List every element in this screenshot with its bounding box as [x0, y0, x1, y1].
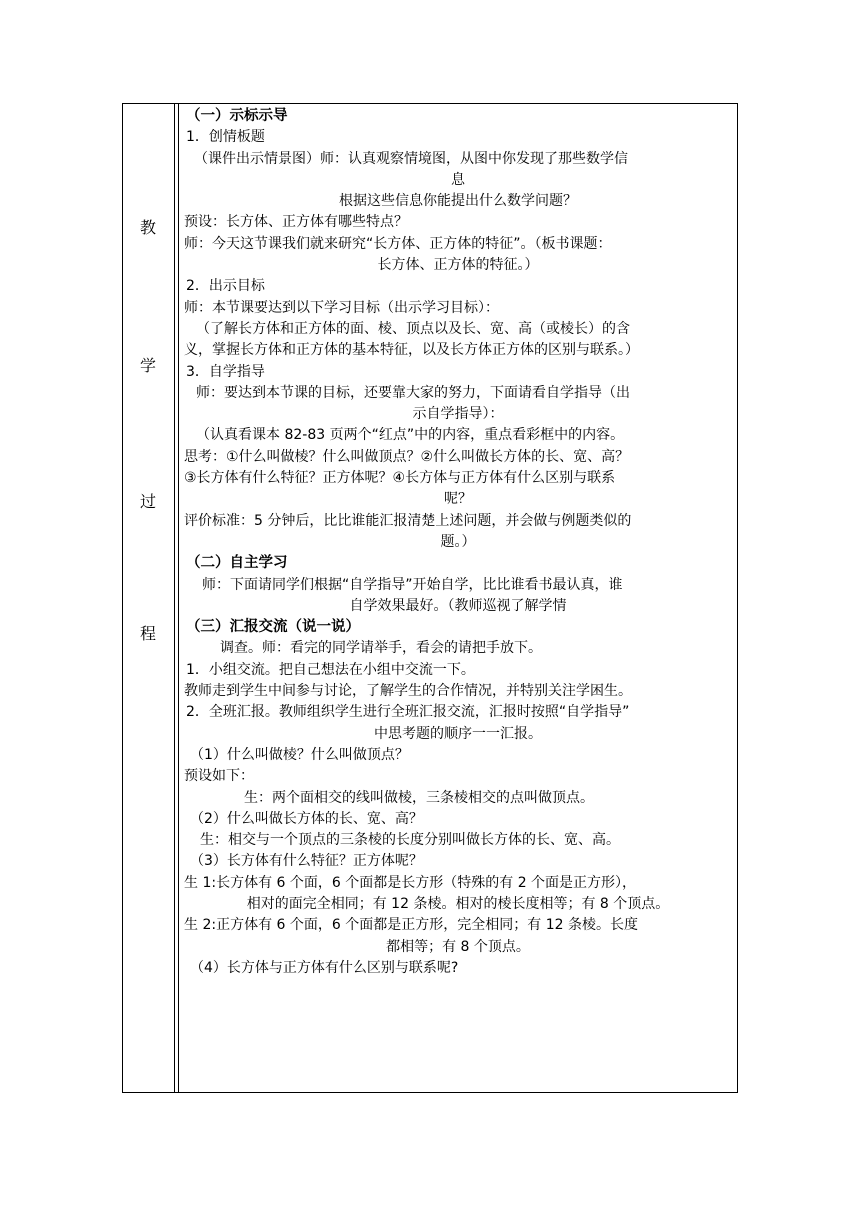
text-line: 师：今天这节课我们就来研究“长方体、正方体的特征”。（板书课题： [184, 235, 612, 252]
text-line: 师：要达到本节课的目标，还要靠大家的努力，下面请看自学指导（出 [196, 384, 630, 401]
text-line: 呢？ [444, 491, 472, 508]
text-line: （了解长方体和正方体的面、棱、顶点以及长、宽、高（或棱长）的含 [196, 320, 630, 337]
question-line: （1）什么叫做棱？什么叫做顶点？ [190, 746, 409, 763]
section-heading: （二）自主学习 [186, 555, 288, 572]
question-line: （2）什么叫做长方体的长、宽、高？ [190, 810, 423, 827]
text-line: 1．小组交流。把自己想法在小组中交流一下。 [186, 661, 475, 678]
text-line: 评价标准：5 分钟后，比比谁能汇报清楚上述问题，并会做与例题类似的 [184, 512, 632, 529]
subheading: 3．自学指导 [186, 363, 265, 380]
column-divider-inner [178, 103, 179, 1093]
text-line: 题。） [440, 533, 476, 550]
text-line: 教师走到学生中间参与讨论，了解学生的合作情况，并特别关注学困生。 [184, 683, 632, 700]
question-line: （4）长方体与正方体有什么区别与联系呢? [190, 959, 459, 976]
text-line: （认真看课本 82-83 页两个“红点”中的内容，重点看彩框中的内容。 [196, 427, 625, 444]
side-label-guo: 过 [139, 492, 156, 511]
section-heading: （一）示标示导 [186, 108, 288, 124]
column-divider [174, 103, 175, 1093]
subheading: 2．出示目标 [186, 278, 265, 295]
text-line: 思考：①什么叫做棱？什么叫做顶点？②什么叫做长方体的长、宽、高？ [184, 448, 630, 465]
section-heading: （三）汇报交流（说一说） [186, 619, 360, 636]
text-line: 息 [451, 171, 465, 188]
text-line: 师：下面请同学们根据“自学指导”开始自学，比比谁看书最认真，谁 [202, 576, 623, 593]
text-line: 长方体、正方体的特征。） [377, 257, 539, 274]
subheading: 1．创情板题 [186, 129, 265, 146]
text-line: 预设如下： [184, 768, 254, 785]
side-label-cheng: 程 [139, 624, 156, 643]
text-line: 预设：长方体、正方体有哪些特点？ [184, 214, 408, 231]
text-line: 调查。师：看完的同学请举手，看会的请把手放下。 [220, 640, 542, 657]
text-line: ③长方体有什么特征？正方体呢？④长方体与正方体有什么区别与联系 [184, 470, 616, 487]
side-label-jiao: 教 [139, 218, 156, 237]
side-label-xue: 学 [139, 356, 156, 375]
answer-line: 都相等；有 8 个顶点。 [386, 938, 530, 955]
text-line: 师：本节课要达到以下学习目标（出示学习目标）： [184, 299, 499, 316]
text-line: 根据这些信息你能提出什么数学问题？ [339, 193, 577, 210]
text-line: （课件出示情景图）师：认真观察情境图，从图中你发现了那些数学信 [194, 150, 628, 167]
text-line: 义，掌握长方体和正方体的基本特征，以及长方体正方体的区别与联系。） [184, 342, 639, 359]
answer-line: 生：相交与一个顶点的三条棱的长度分别叫做长方体的长、宽、高。 [200, 832, 620, 849]
lesson-content [184, 106, 732, 979]
text-line: 中思考题的顺序一一汇报。 [374, 725, 542, 742]
answer-line: 生 2:正方体有 6 个面，6 个面都是正方形，完全相同；有 12 条棱。长度 [184, 917, 638, 934]
text-line: 示自学指导）： [412, 406, 504, 423]
answer-line: 相对的面完全相同；有 12 条棱。相对的棱长度相等；有 8 个顶点。 [246, 895, 670, 912]
text-line: 2．全班汇报。教师组织学生进行全班汇报交流，汇报时按照“自学指导” [186, 704, 630, 721]
answer-line: 生：两个面相交的线叫做棱，三条棱相交的点叫做顶点。 [244, 789, 594, 806]
text-line: 自学效果最好。（教师巡视了解学情 [349, 597, 567, 614]
answer-line: 生 1:长方体有 6 个面，6 个面都是长方形（特殊的有 2 个面是正方形）， [184, 874, 637, 891]
question-line: （3）长方体有什么特征？正方体呢？ [190, 853, 423, 870]
